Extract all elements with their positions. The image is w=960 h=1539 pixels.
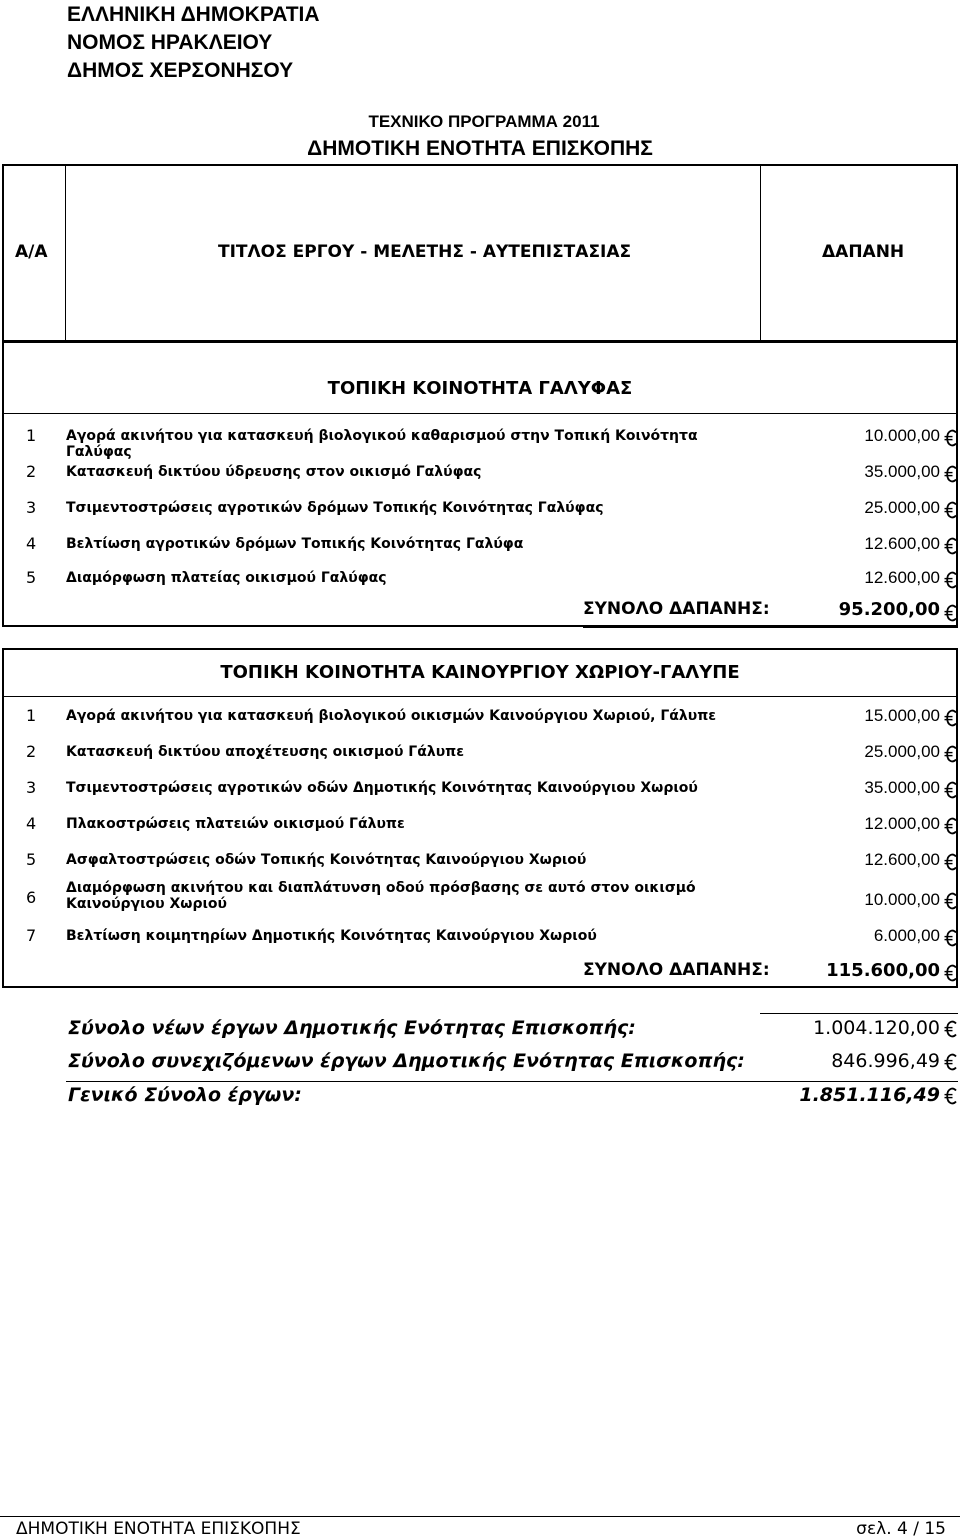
section-total-amount: 95.200,00 (838, 599, 940, 620)
section-total-amount: 115.600,00 (826, 960, 940, 981)
item-number: 3 (26, 498, 37, 517)
item-title: Διαμόρφωση ακινήτου και διαπλάτυνση οδού πρόσβασης σε αυτό στον οικισμό Καινούργιου Χωριού (66, 880, 696, 913)
euro-icon (944, 780, 958, 800)
item-amount: 10.000,00 (864, 426, 940, 445)
euro-icon (944, 963, 958, 983)
item-amount: 12.000,00 (864, 814, 940, 833)
euro-icon (944, 464, 958, 484)
item-number: 5 (26, 568, 37, 587)
item-title: Ασφαλτοστρώσεις οδών Τοπικής Κοινότητας Καινούργιου Χωριού (66, 852, 587, 868)
item-title: Τσιμεντοστρώσεις αγροτικών δρόμων Τοπικής Κοινότητας Γαλύφας (66, 500, 604, 516)
euro-icon (944, 708, 958, 728)
item-number: 7 (26, 926, 37, 945)
item-title: Βελτίωση αγροτικών δρόμων Τοπικής Κοινότητας Γαλύφα (66, 536, 524, 552)
item-amount: 35.000,00 (864, 462, 940, 481)
table-row (0, 813, 960, 843)
column-cost: ΔΑΠΑΝΗ (822, 242, 905, 262)
column-aa: Α/Α (15, 242, 48, 262)
table-row (0, 425, 960, 461)
section-total-label: ΣΥΝΟΛΟ ΔΑΠΑΝΗΣ: (583, 960, 770, 980)
section-heading: ΤΟΠΙΚΗ ΚΟΙΝΟΤΗΤΑ ΓΑΛΥΦΑΣ (327, 378, 633, 399)
table-row (0, 497, 960, 527)
table-row (0, 882, 960, 912)
euro-icon (944, 500, 958, 520)
table-row (0, 567, 960, 597)
item-amount: 25.000,00 (864, 498, 940, 517)
euro-icon (944, 1019, 958, 1039)
column-title: ΤΙΤΛΟΣ ΕΡΓΟΥ - ΜΕΛΕΤΗΣ - ΑΥΤΕΠΙΣΤΑΣΙΑΣ (218, 242, 632, 262)
program-title: ΤΕΧΝΙΚΟ ΠΡΟΓΡΑΜΜΑ 2011 (368, 112, 600, 131)
item-amount: 12.600,00 (864, 568, 940, 587)
item-number: 2 (26, 742, 37, 761)
euro-icon (944, 570, 958, 590)
euro-icon (944, 816, 958, 836)
item-title: Βελτίωση κοιμητηρίων Δημοτικής Κοινότητας Καινούργιου Χωριού (66, 928, 597, 944)
item-title: Τσιμεντοστρώσεις αγροτικών οδών Δημοτικής Κοινότητας Καινούργιου Χωριού (66, 780, 698, 796)
item-title: Αγορά ακινήτου για κατασκευή βιολογικού οικισμών Καινούργιου Χωριού, Γάλυπε (66, 708, 717, 724)
item-amount: 25.000,00 (864, 742, 940, 761)
item-title: Διαμόρφωση πλατείας οικισμού Γαλύφας (66, 570, 387, 586)
item-amount: 35.000,00 (864, 778, 940, 797)
item-amount: 12.600,00 (864, 534, 940, 553)
euro-icon (944, 428, 958, 448)
item-number: 1 (26, 706, 37, 725)
euro-icon (944, 928, 958, 948)
footer-unit: ΔΗΜΟΤΙΚΗ ΕΝΟΤΗΤΑ ΕΠΙΣΚΟΠΗΣ (16, 1519, 301, 1539)
summary-new-amount: 1.004.120,00 (813, 1017, 940, 1039)
euro-icon (944, 1086, 958, 1106)
summary-grand-label: Γενικό Σύνολο έργων: (68, 1084, 302, 1106)
summary-continued-amount: 846.996,49 (831, 1050, 940, 1072)
item-number: 4 (26, 814, 37, 833)
item-title: Πλακοστρώσεις πλατειών οικισμού Γάλυπε (66, 816, 405, 832)
table-row (0, 777, 960, 807)
summary-continued-label: Σύνολο συνεχιζόμενων έργων Δημοτικής Ενότητας Επισκοπής: (68, 1050, 745, 1072)
item-title: Αγορά ακινήτου για κατασκευή βιολογικού καθαρισμού στην Τοπική Κοινότητα Γαλύφας (66, 428, 698, 461)
euro-icon (944, 536, 958, 556)
table-row (0, 533, 960, 563)
item-amount: 12.600,00 (864, 850, 940, 869)
section-total-label: ΣΥΝΟΛΟ ΔΑΠΑΝΗΣ: (583, 599, 770, 619)
table-row (0, 849, 960, 879)
table-row (0, 705, 960, 735)
table-row (0, 741, 960, 771)
item-amount: 10.000,00 (864, 890, 940, 909)
euro-icon (944, 1052, 958, 1072)
table-row (0, 925, 960, 955)
euro-icon (944, 744, 958, 764)
euro-icon (944, 891, 958, 911)
header-prefecture: ΝΟΜΟΣ ΗΡΑΚΛΕΙΟΥ (67, 31, 273, 54)
euro-icon (944, 852, 958, 872)
table-row (0, 461, 960, 491)
item-number: 3 (26, 778, 37, 797)
item-number: 4 (26, 534, 37, 553)
header-municipality: ΔΗΜΟΣ ΧΕΡΣΟΝΗΣΟΥ (67, 59, 294, 82)
item-number: 5 (26, 850, 37, 869)
item-amount: 15.000,00 (864, 706, 940, 725)
item-title: Κατασκευή δικτύου αποχέτευσης οικισμού Γάλυπε (66, 744, 465, 760)
page-number: σελ. 4 / 15 (856, 1519, 946, 1539)
euro-icon (944, 603, 958, 623)
header-country: ΕΛΛΗΝΙΚΗ ΔΗΜΟΚΡΑΤΙΑ (67, 3, 320, 26)
item-number: 6 (26, 888, 37, 907)
item-amount: 6.000,00 (873, 926, 940, 945)
summary-new-label: Σύνολο νέων έργων Δημοτικής Ενότητας Επισκοπής: (68, 1017, 636, 1039)
section-heading: ΤΟΠΙΚΗ ΚΟΙΝΟΤΗΤΑ ΚΑΙΝΟΥΡΓΙΟΥ ΧΩΡΙΟΥ-ΓΑΛΥΠΕ (220, 662, 740, 683)
unit-title: ΔΗΜΟΤΙΚΗ ΕΝΟΤΗΤΑ ΕΠΙΣΚΟΠΗΣ (307, 137, 653, 160)
item-title: Κατασκευή δικτύου ύδρευσης στον οικισμό Γαλύφας (66, 464, 482, 480)
summary-grand-amount: 1.851.116,49 (799, 1084, 940, 1106)
item-number: 1 (26, 426, 37, 445)
item-number: 2 (26, 462, 37, 481)
